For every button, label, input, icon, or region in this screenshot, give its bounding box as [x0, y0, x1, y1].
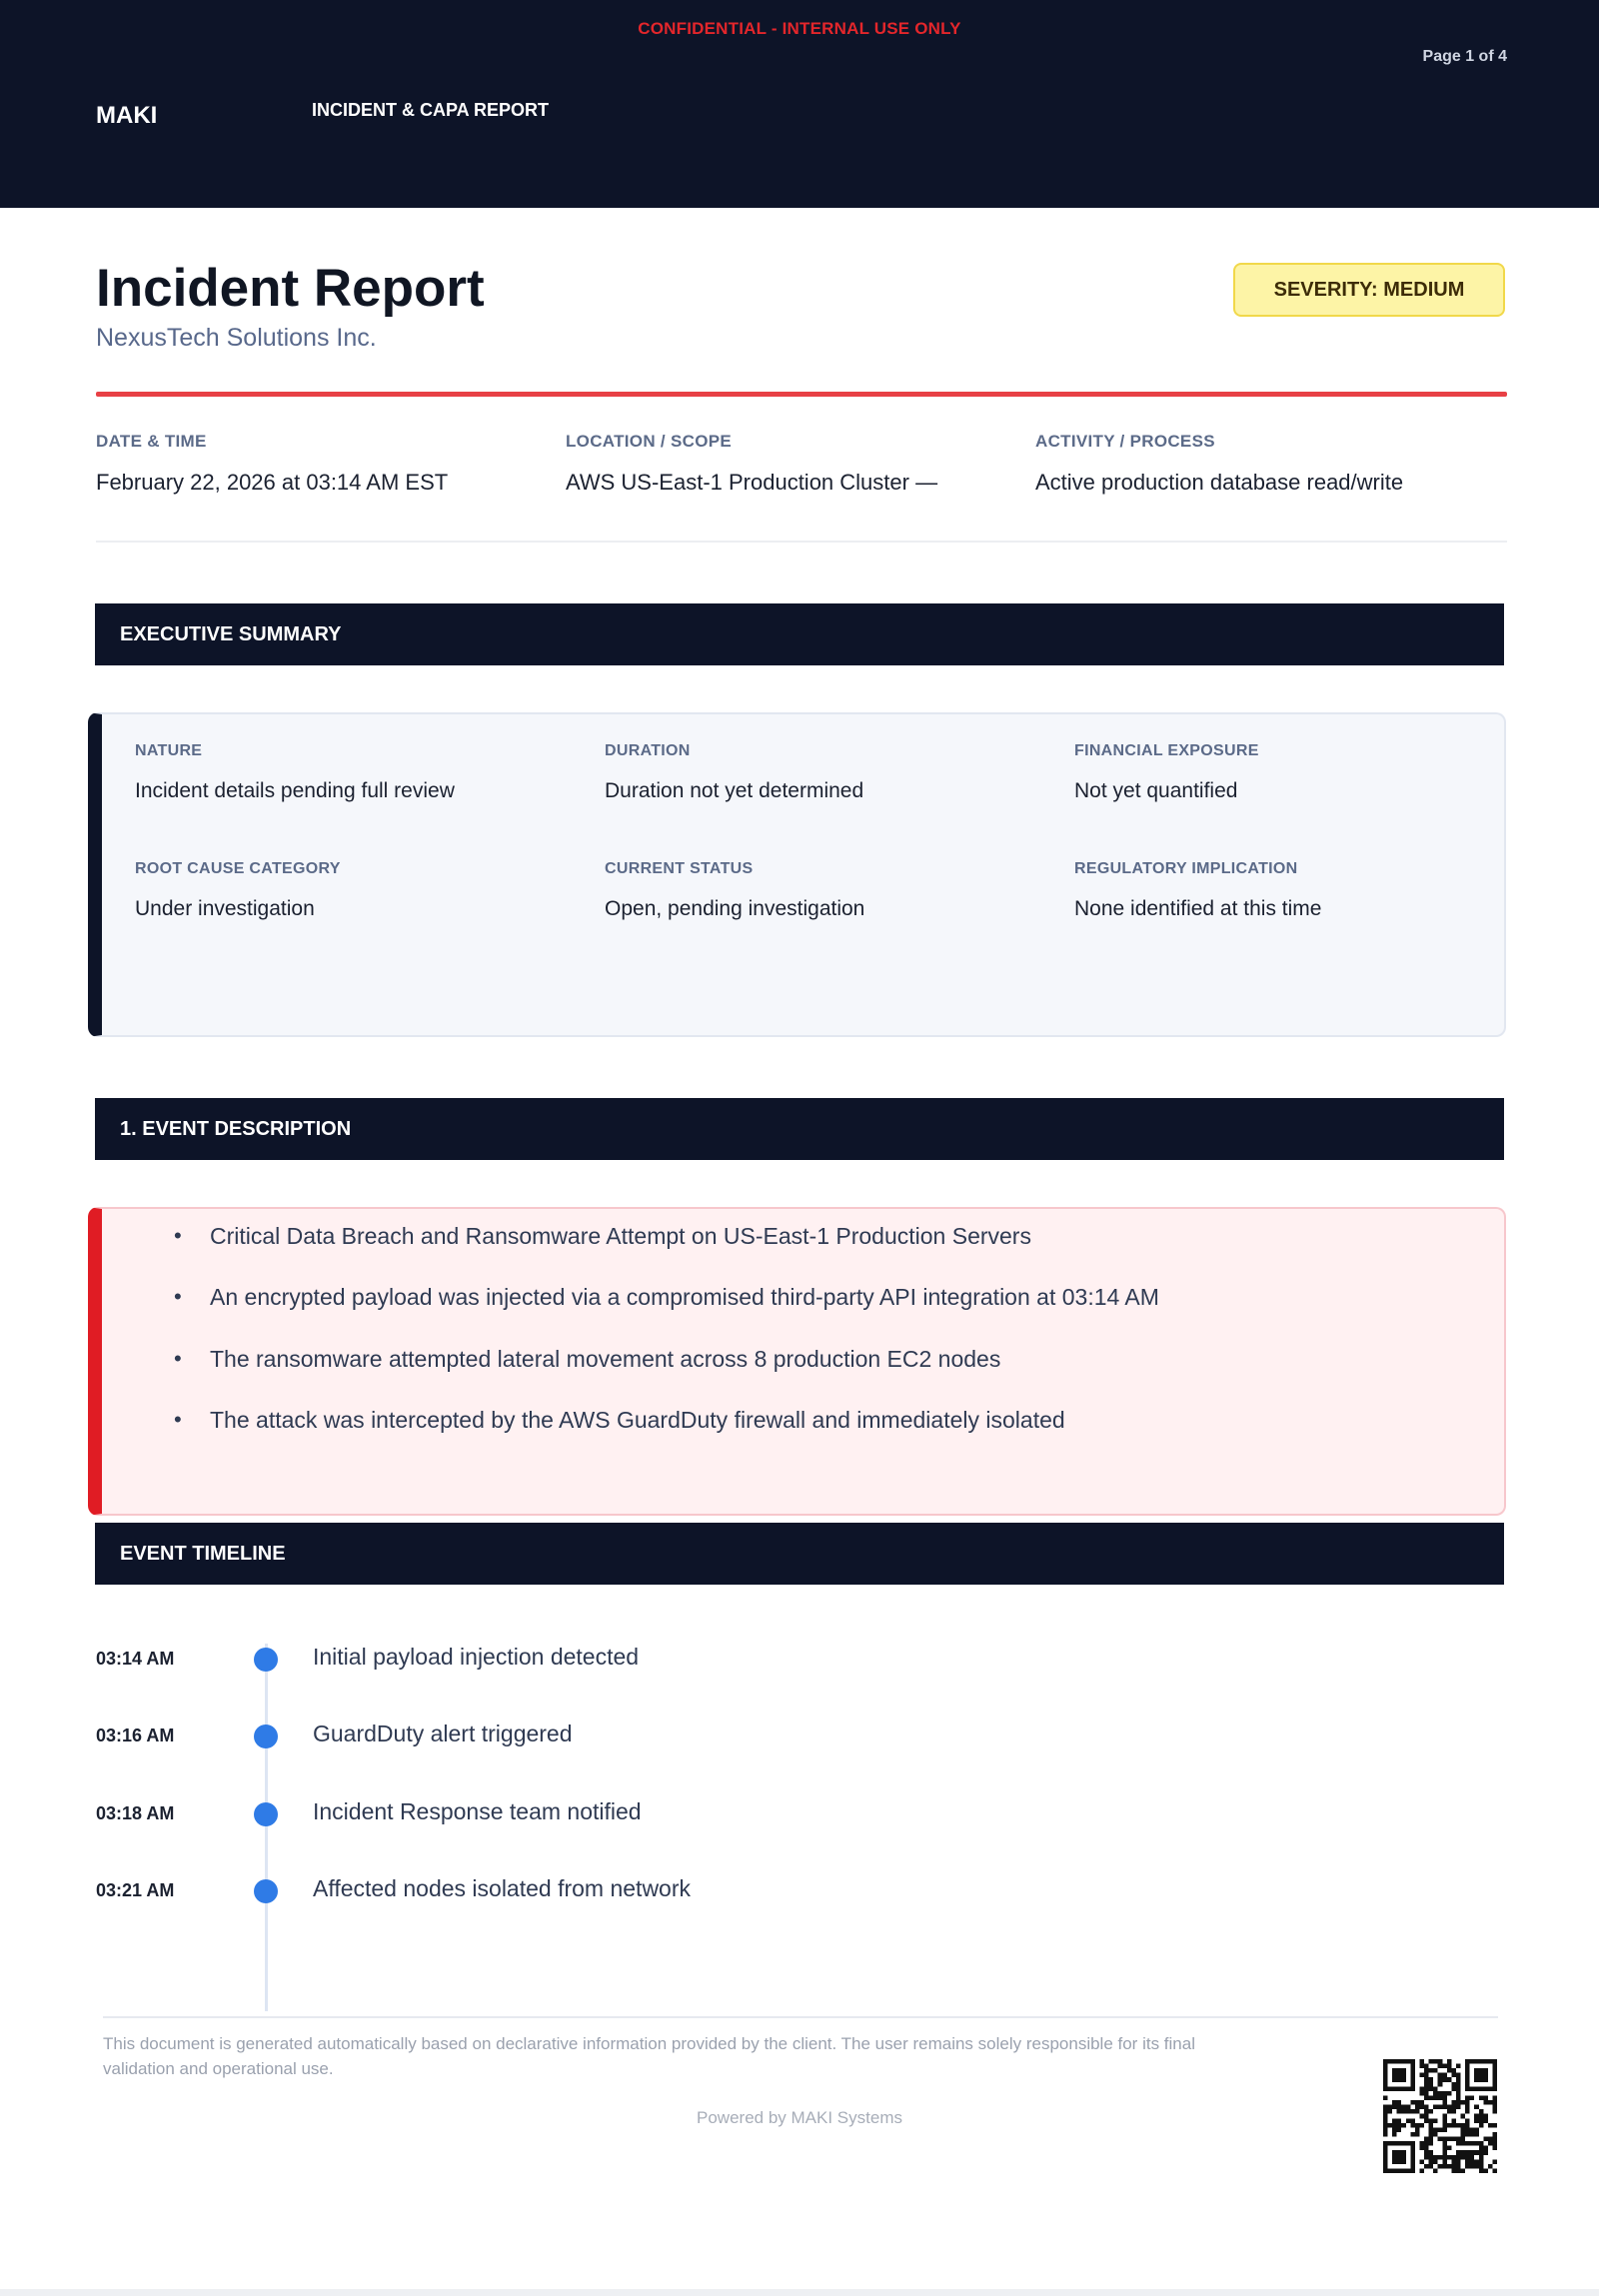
meta-value: AWS US-East-1 Production Cluster —: [566, 470, 938, 495]
meta-value: February 22, 2026 at 03:14 AM EST: [96, 470, 449, 495]
timeline-dot-icon: [254, 1648, 278, 1672]
timeline-text: Initial payload injection detected: [313, 1644, 640, 1670]
title-divider: [96, 392, 1507, 397]
timeline-time: 03:21 AM: [96, 1880, 175, 1900]
summary-value: Duration not yet determined: [605, 779, 864, 802]
executive-summary-panel: [88, 712, 1506, 1037]
timeline-text: Affected nodes isolated from network: [313, 1875, 692, 1901]
timeline-entry: [0, 1643, 1599, 1673]
summary-label: FINANCIAL EXPOSURE: [1074, 742, 1259, 759]
summary-value: Not yet quantified: [1074, 779, 1238, 802]
page-title: Incident Report: [96, 259, 485, 318]
timeline-dot-icon: [254, 1802, 278, 1826]
powered-by: Powered by MAKI Systems: [697, 2108, 902, 2127]
list-item-text: Critical Data Breach and Ransomware Attempt on US-East-1 Production Servers: [210, 1223, 1031, 1249]
meta-value: Active production database read/write: [1035, 470, 1404, 495]
footer-divider: [103, 2016, 1498, 2018]
bullet-icon: •: [174, 1346, 182, 1371]
meta-label: LOCATION / SCOPE: [566, 432, 732, 451]
timeline-entry: [0, 1874, 1599, 1904]
summary-duration: [605, 742, 863, 803]
page-bottom-edge: [0, 2289, 1599, 2296]
meta-divider: [96, 541, 1507, 543]
timeline-line: [265, 1644, 268, 2011]
summary-label: DURATION: [605, 742, 691, 759]
brand-logo-text: MAKI: [96, 102, 158, 129]
timeline-text: GuardDuty alert triggered: [313, 1721, 573, 1746]
summary-current-status: [605, 860, 864, 921]
meta-activity-process: [1035, 432, 1403, 496]
timeline-time: 03:16 AM: [96, 1725, 175, 1745]
timeline-dot-icon: [254, 1879, 278, 1903]
meta-location-scope: [566, 432, 937, 496]
summary-value: Open, pending investigation: [605, 897, 865, 920]
event-timeline-heading: EVENT TIMELINE: [95, 1523, 1504, 1585]
report-header-band: [0, 0, 1599, 208]
footer-disclaimer: This document is generated automatically based on declarative information provided by the client. The user remains solely responsible for its final validation and operational use.: [103, 2034, 1195, 2078]
timeline-entry: [0, 1797, 1599, 1827]
timeline-text: Incident Response team notified: [313, 1798, 642, 1824]
bullet-icon: •: [174, 1223, 182, 1248]
summary-root-cause: [135, 860, 341, 921]
event-description-panel: [88, 1207, 1506, 1516]
bullet-icon: •: [174, 1407, 182, 1432]
document-type: INCIDENT & CAPA REPORT: [312, 100, 550, 120]
summary-financial-exposure: [1074, 742, 1259, 803]
list-item-text: An encrypted payload was injected via a compromised third-party API integration at 03:14 AM: [210, 1284, 1159, 1310]
qr-code-icon: [1383, 2059, 1497, 2173]
summary-nature: [135, 742, 455, 803]
event-description-heading: 1. EVENT DESCRIPTION: [95, 1098, 1504, 1160]
summary-value: None identified at this time: [1074, 897, 1322, 920]
company-name: NexusTech Solutions Inc.: [96, 324, 377, 352]
summary-label: REGULATORY IMPLICATION: [1074, 860, 1298, 877]
meta-label: ACTIVITY / PROCESS: [1035, 432, 1215, 451]
summary-label: NATURE: [135, 742, 203, 759]
severity-badge: SEVERITY: MEDIUM: [1233, 263, 1505, 317]
timeline-dot-icon: [254, 1724, 278, 1748]
timeline-entry: [0, 1720, 1599, 1749]
page-number: Page 1 of 4: [1422, 48, 1507, 65]
summary-label: ROOT CAUSE CATEGORY: [135, 860, 341, 877]
bullet-icon: •: [174, 1284, 182, 1309]
meta-date-time: [96, 432, 448, 496]
summary-value: Under investigation: [135, 897, 315, 920]
timeline-time: 03:14 AM: [96, 1649, 175, 1669]
summary-value: Incident details pending full review: [135, 779, 455, 802]
meta-label: DATE & TIME: [96, 432, 207, 451]
confidential-notice: CONFIDENTIAL - INTERNAL USE ONLY: [638, 19, 961, 38]
summary-regulatory-implication: [1074, 860, 1321, 921]
summary-label: CURRENT STATUS: [605, 860, 754, 877]
executive-summary-heading: EXECUTIVE SUMMARY: [95, 603, 1504, 665]
list-item-text: The ransomware attempted lateral movement across 8 production EC2 nodes: [210, 1346, 1001, 1372]
timeline-time: 03:18 AM: [96, 1803, 175, 1823]
list-item-text: The attack was intercepted by the AWS GuardDuty firewall and immediately isolated: [210, 1407, 1065, 1433]
